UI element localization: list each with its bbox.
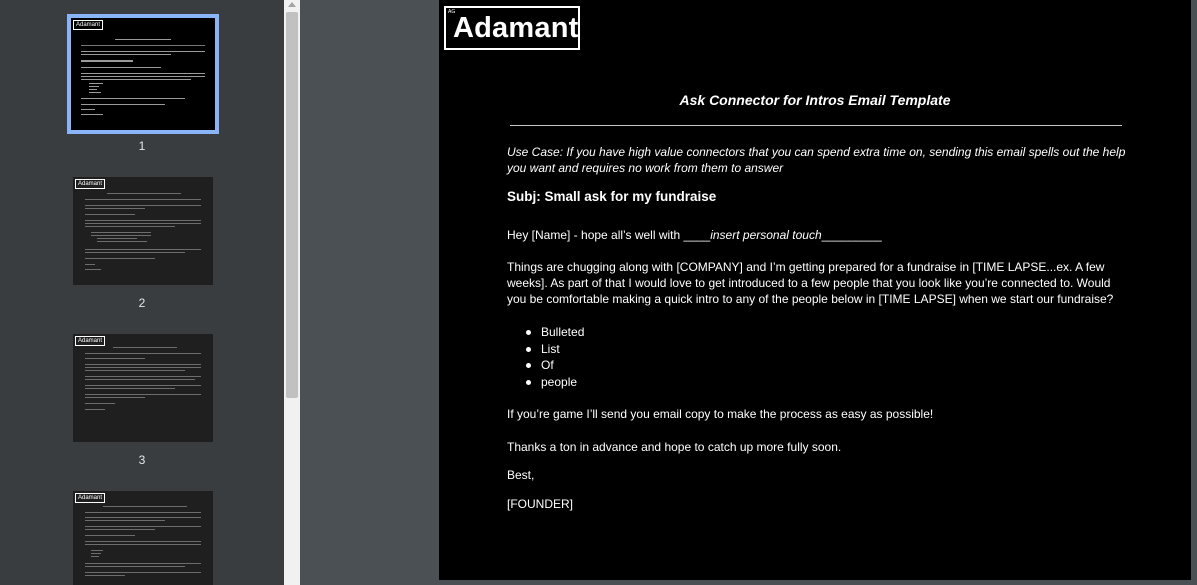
thumbnail-rule	[81, 45, 205, 46]
thumbnail-rule	[85, 353, 201, 354]
greeting-insert: insert personal touch	[710, 228, 822, 242]
list-item	[507, 374, 584, 391]
thumbnail-text-line	[85, 566, 185, 567]
page-thumbnail-3[interactable]	[73, 334, 213, 442]
thumbnail-text-line	[85, 220, 201, 221]
thumbnail-text-line	[85, 394, 201, 395]
thumbnail-text-line	[81, 51, 205, 52]
thumbnail-text-line	[113, 347, 177, 348]
logo-mark: AG	[448, 9, 456, 15]
list-item-text: people	[541, 375, 578, 390]
thumbnail-text-line	[85, 397, 145, 398]
use-case-text: Use Case: If you have high value connectors that you can spend extra time on, sending this email spells out the help you want and requires no work from them to answer	[507, 145, 1126, 175]
page-thumbnail-2[interactable]	[73, 177, 213, 285]
thumbnail-rule	[85, 512, 201, 513]
bullet-icon	[526, 380, 531, 385]
scroll-up-arrow-icon[interactable]	[288, 2, 296, 7]
thumbnail-text-line	[81, 67, 161, 68]
thumbnail-text-line	[85, 520, 165, 521]
thumbnail-text-line	[85, 205, 201, 206]
thumbnail-text-line	[89, 83, 103, 84]
thumbnail-text-line	[85, 364, 201, 365]
thumbnail-rule	[85, 199, 201, 200]
thumbnail-text-line	[85, 403, 115, 404]
thumbnail-text-line	[85, 563, 201, 564]
thumbnail-logo: Adamant	[73, 20, 103, 30]
thumbnail-text-line	[89, 86, 99, 87]
thumbnail-text-line	[81, 54, 171, 55]
email-subject: Subj: Small ask for my fundraise	[507, 189, 717, 204]
page-thumbnail-4[interactable]	[73, 491, 213, 585]
list-item	[507, 341, 584, 358]
thumbnail-text-line	[91, 232, 151, 233]
thumbnail-text-line	[85, 208, 145, 209]
thumbnail-text-line	[91, 550, 103, 551]
page-number-1: 1	[138, 139, 146, 153]
thumbnail-text-line	[81, 60, 133, 62]
thumbnail-text-line	[85, 541, 201, 542]
thumbnail-text-line	[85, 529, 155, 530]
thumbnail-text-line	[89, 89, 97, 90]
thumbnail-text-line	[81, 76, 205, 77]
thumbnail-text-line	[103, 506, 187, 507]
thumbnail-text-line	[85, 226, 175, 227]
list-item-text: Bulleted	[541, 325, 585, 339]
thumbnail-text-line	[85, 223, 201, 224]
thumbnail-text-line	[89, 92, 101, 93]
thumbnail-logo: Adamant	[75, 179, 105, 189]
thumbnail-text-line	[91, 553, 101, 554]
thumbnail-text-line	[81, 114, 103, 115]
thumbnail-text-line	[85, 409, 105, 410]
bullet-icon	[526, 330, 531, 335]
sidebar-scrollbar[interactable]	[284, 0, 300, 585]
signature: [FOUNDER]	[507, 497, 573, 511]
thumbnail-text-line	[85, 535, 135, 536]
thumbnail-logo: Adamant	[75, 493, 105, 503]
closing-line-1: If you’re game I’ll send you email copy to make the process as easy as possible!	[507, 407, 934, 421]
thumbnail-logo: Adamant	[75, 336, 105, 346]
thumbnail-text-line	[85, 249, 201, 250]
thumbnail-text-line	[81, 104, 165, 105]
thumbnail-text-line	[85, 214, 135, 215]
thumbnail-text-line	[81, 73, 205, 74]
thumbnail-text-line	[85, 575, 125, 576]
thumbnail-text-line	[81, 109, 95, 110]
adamant-logo	[444, 6, 580, 50]
thumbnail-text-line	[97, 238, 137, 239]
logo-text: Adamant	[453, 12, 579, 44]
bullet-list	[507, 324, 584, 391]
thumbnail-text-line	[85, 252, 185, 253]
thumbnail-text-line	[115, 39, 171, 40]
document-viewer	[300, 0, 1197, 585]
thumbnail-text-line	[91, 235, 151, 236]
thumbnail-text-line	[85, 526, 201, 527]
document-page	[439, 0, 1191, 580]
list-item	[507, 357, 584, 374]
bullet-icon	[526, 347, 531, 352]
body-paragraph: Things are chugging along with [COMPANY] and I’m getting prepared for a fundraise in [TIME LAPSE...ex. A few weeks]. As part of that I would love to get introduced to a few people that you look like you’re connected to. Would you be comfortable making a quick intro to any of the people below in [TIME LAPSE] when we start our fundraise?	[507, 260, 1114, 306]
greeting-suffix: _________	[821, 228, 882, 242]
thumbnail-text-line	[85, 358, 145, 359]
signoff: Best,	[507, 468, 535, 482]
title-divider	[510, 125, 1122, 126]
page-number-3: 3	[138, 453, 146, 467]
document-title: Ask Connector for Intros Email Template	[679, 92, 951, 108]
page-number-2: 2	[138, 296, 146, 310]
page-thumbnail-1[interactable]	[67, 14, 219, 134]
thumbnail-text-line	[85, 376, 201, 377]
thumbnail-text-line	[107, 193, 181, 194]
thumbnail-text-line	[85, 379, 195, 380]
thumbnail-text-line	[85, 367, 201, 368]
thumbnail-text-line	[85, 544, 201, 545]
thumbnail-text-line	[85, 388, 175, 389]
thumbnail-text-line	[91, 556, 99, 557]
list-item	[507, 324, 584, 341]
thumbnail-text-line	[81, 79, 191, 80]
closing-line-2: Thanks a ton in advance and hope to catch up more fully soon.	[507, 440, 842, 454]
thumbnail-text-line	[85, 370, 185, 371]
scrollbar-thumb[interactable]	[286, 12, 298, 398]
thumbnail-text-line	[85, 385, 201, 386]
thumbnail-text-line	[85, 517, 201, 518]
thumbnail-text-line	[85, 258, 155, 259]
bullet-icon	[526, 363, 531, 368]
thumbnail-sidebar	[0, 0, 284, 585]
list-item-text: Of	[541, 358, 554, 373]
thumbnail-text-line	[85, 269, 101, 270]
greeting-line	[507, 227, 1127, 243]
list-item-text: List	[541, 341, 560, 356]
thumbnail-text-line	[81, 98, 185, 99]
thumbnail-text-line	[97, 241, 147, 242]
thumbnail-text-line	[85, 572, 201, 573]
thumbnail-text-line	[85, 264, 95, 265]
greeting-prefix: Hey [Name] - hope all’s well with ____	[507, 228, 711, 242]
